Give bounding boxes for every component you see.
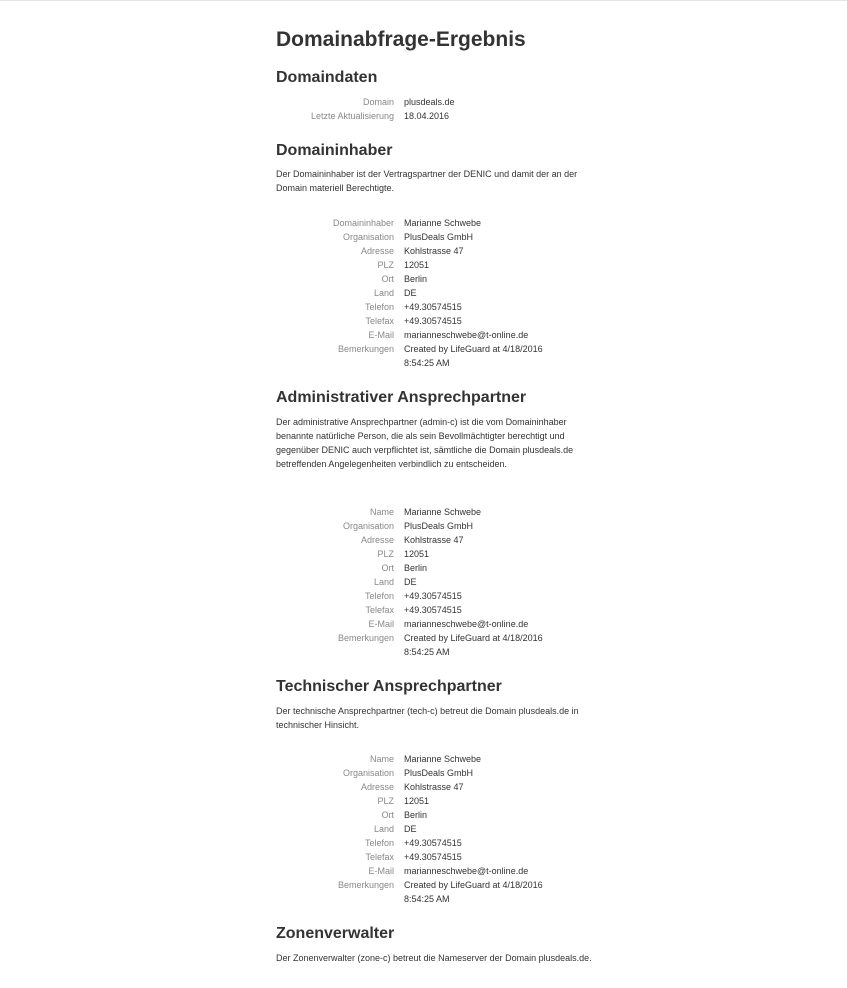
field-value: PlusDeals GmbH <box>404 232 474 242</box>
table-row <box>276 244 606 258</box>
field-label: Adresse <box>360 535 394 545</box>
domain-row <box>276 95 606 109</box>
table-row <box>276 561 606 575</box>
section-description: Der Domaininhaber ist der Vertragspartner der DENIC und damit der an der Domain materiell Berechtigte. <box>276 169 578 193</box>
field-value: +49.30574515 <box>404 302 462 312</box>
field-value: Created by LifeGuard at 4/18/2016 8:54:25 AM <box>404 344 543 368</box>
field-label: Telefon <box>364 302 394 312</box>
table-row <box>276 505 606 519</box>
field-value: marianneschwebe@t-online.de <box>404 619 529 629</box>
field-value: Marianne Schwebe <box>404 754 482 764</box>
top-border <box>0 0 847 1</box>
field-label: Name <box>369 754 394 764</box>
field-value: Created by LifeGuard at 4/18/2016 8:54:25 AM <box>404 880 543 904</box>
field-label: Telefax <box>365 852 394 862</box>
table-row <box>276 589 606 603</box>
field-label: Name <box>369 507 394 517</box>
table-row <box>276 300 606 314</box>
update-row <box>276 109 606 123</box>
field-label: Telefax <box>365 316 394 326</box>
field-value: marianneschwebe@t-online.de <box>404 330 529 340</box>
table-row <box>276 258 606 272</box>
field-label: PLZ <box>377 549 394 559</box>
field-value: +49.30574515 <box>404 852 462 862</box>
field-label: E-Mail <box>368 866 394 876</box>
field-value: Created by LifeGuard at 4/18/2016 8:54:25 AM <box>404 633 543 657</box>
section-heading-admin: Administrativer Ansprechpartner <box>276 389 527 406</box>
field-label: Organisation <box>342 521 394 531</box>
table-row <box>276 836 606 850</box>
field-label: Land <box>373 288 394 298</box>
table-row <box>276 808 606 822</box>
field-value: +49.30574515 <box>404 591 462 601</box>
field-value: 18.04.2016 <box>404 111 450 121</box>
table-row <box>276 780 606 794</box>
table-row <box>276 230 606 244</box>
field-value: 12051 <box>404 260 430 270</box>
section-description: Der technische Ansprechpartner (tech-c) betreut die Domain plusdeals.de in technischer Hinsicht. <box>276 706 579 730</box>
field-label: Telefon <box>364 591 394 601</box>
field-label: Telefax <box>365 605 394 615</box>
table-row <box>276 216 606 230</box>
section-heading-inhaber: Domaininhaber <box>276 142 393 159</box>
field-value: DE <box>404 824 417 834</box>
field-label: Land <box>373 824 394 834</box>
table-row <box>276 342 606 370</box>
field-label: Organisation <box>342 232 394 242</box>
field-value: Berlin <box>404 563 428 573</box>
field-value: marianneschwebe@t-online.de <box>404 866 529 876</box>
field-label: Bemerkungen <box>337 880 394 890</box>
field-value: Marianne Schwebe <box>404 507 482 517</box>
section-heading-zone: Zonenverwalter <box>276 925 395 942</box>
table-row <box>276 533 606 547</box>
field-value: plusdeals.de <box>404 97 455 107</box>
section-heading-tech: Technischer Ansprechpartner <box>276 678 502 695</box>
table-row <box>276 752 606 766</box>
table-row <box>276 878 606 906</box>
field-label: Adresse <box>360 246 394 256</box>
table-row <box>276 314 606 328</box>
section-description: Der Zonenverwalter (zone-c) betreut die Nameserver der Domain plusdeals.de. <box>276 953 592 963</box>
field-value: Kohlstrasse 47 <box>404 782 464 792</box>
table-row <box>276 864 606 878</box>
field-label: Organisation <box>342 768 394 778</box>
field-value: Berlin <box>404 274 428 284</box>
field-label: Letzte Aktualisierung <box>310 111 394 121</box>
table-row <box>276 603 606 617</box>
admin-table <box>276 505 606 659</box>
table-row <box>276 617 606 631</box>
field-value: +49.30574515 <box>404 838 462 848</box>
section-heading-domaindaten: Domaindaten <box>276 69 378 86</box>
tech-table <box>276 752 606 906</box>
field-value: +49.30574515 <box>404 316 462 326</box>
table-row <box>276 519 606 533</box>
field-label: Adresse <box>360 782 394 792</box>
table-row <box>276 547 606 561</box>
field-value: Marianne Schwebe <box>404 218 482 228</box>
field-value: Kohlstrasse 47 <box>404 535 464 545</box>
field-label: Ort <box>381 274 394 284</box>
field-label: PLZ <box>377 260 394 270</box>
field-value: DE <box>404 288 417 298</box>
field-value: 12051 <box>404 549 430 559</box>
field-value: PlusDeals GmbH <box>404 768 474 778</box>
table-row <box>276 575 606 589</box>
field-value: 12051 <box>404 796 430 806</box>
field-label: E-Mail <box>368 330 394 340</box>
table-row <box>276 631 606 659</box>
field-label: Telefon <box>364 838 394 848</box>
field-value: Berlin <box>404 810 428 820</box>
field-label: Bemerkungen <box>337 344 394 354</box>
field-label: Land <box>373 577 394 587</box>
domaindaten-table <box>276 95 606 123</box>
table-row <box>276 328 606 342</box>
table-row <box>276 850 606 864</box>
table-row <box>276 794 606 808</box>
field-value: PlusDeals GmbH <box>404 521 474 531</box>
section-description: Der administrative Ansprechpartner (admin-c) ist die vom Domaininhaber benannte natürliche Person, die als sein Bevollmächtigter berechtigt und gegenüber DENIC auch verpflichtet ist, sämtliche die Domain plusdeals.de betreffenden Angelegenheiten verbindlich zu entscheiden. <box>276 417 574 469</box>
field-value: +49.30574515 <box>404 605 462 615</box>
field-label: E-Mail <box>368 619 394 629</box>
page-title: Domainabfrage-Ergebnis <box>276 28 526 51</box>
table-row <box>276 272 606 286</box>
field-label: PLZ <box>377 796 394 806</box>
table-row <box>276 286 606 300</box>
inhaber-table <box>276 216 606 370</box>
field-label: Ort <box>381 563 394 573</box>
field-label: Bemerkungen <box>337 633 394 643</box>
table-row <box>276 822 606 836</box>
field-value: DE <box>404 577 417 587</box>
field-value: Kohlstrasse 47 <box>404 246 464 256</box>
table-row <box>276 766 606 780</box>
field-label: Ort <box>381 810 394 820</box>
field-label: Domain <box>362 97 394 107</box>
field-label: Domaininhaber <box>332 218 394 228</box>
